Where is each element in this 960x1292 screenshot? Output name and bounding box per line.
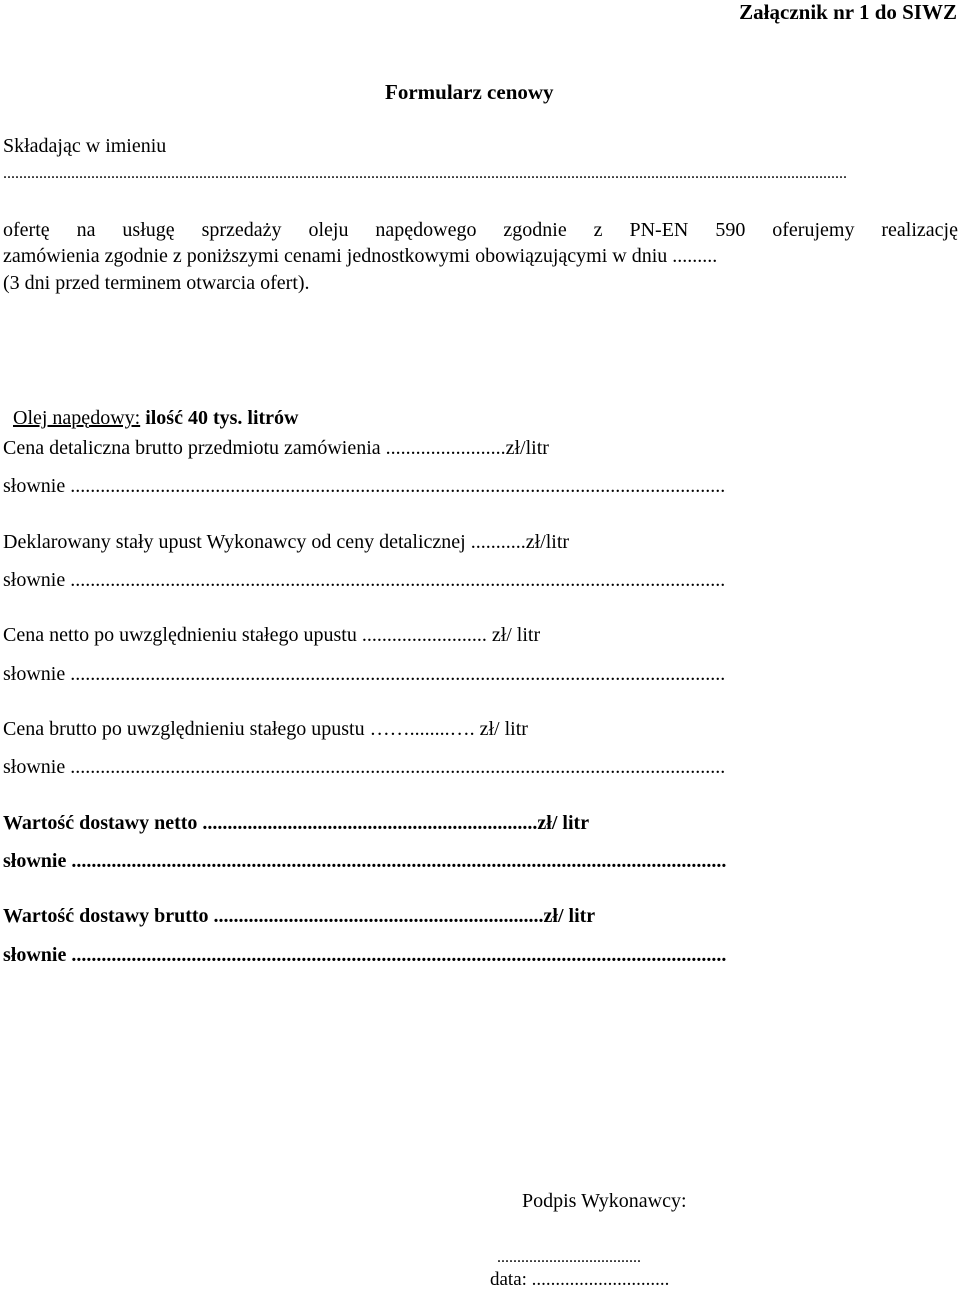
fuel-label: Olej napędowy: — [13, 407, 141, 429]
offer-word: sprzedaży — [201, 219, 282, 241]
submitting-label: Składając w imieniu — [3, 135, 167, 157]
offer-word: realizację — [881, 219, 958, 241]
name-field-dots: ................................................................................................................................................................................................................... — [3, 165, 847, 182]
signature-date: data: ............................. — [490, 1269, 670, 1290]
offer-line-1 — [3, 218, 958, 242]
gross-total-words: słownie ................................................................................................................................... — [3, 944, 727, 966]
gross-total-label: Wartość dostawy brutto ..................................................................zł/ litr — [3, 905, 596, 927]
retail-price-words: słownie ................................................................................................................................... — [3, 475, 726, 497]
discount-words: słownie ................................................................................................................................... — [3, 569, 726, 591]
net-total-label: Wartość dostawy netto ...................................................................zł/ litr — [3, 812, 590, 834]
net-price-label: Cena netto po uwzględnieniu stałego upustu ......................... zł/ litr — [3, 624, 541, 646]
gross-price-words: słownie ................................................................................................................................... — [3, 756, 726, 778]
gross-price-label: Cena brutto po uwzględnieniu stałego upustu ……........…. zł/ litr — [3, 718, 528, 740]
offer-line-3: (3 dni przed terminem otwarcia ofert). — [3, 272, 310, 294]
net-price-words: słownie ................................................................................................................................... — [3, 663, 726, 685]
page-title: Formularz cenowy — [385, 80, 554, 104]
offer-word: na — [76, 219, 96, 241]
retail-price-label: Cena detaliczna brutto przedmiotu zamówienia ........................zł/litr — [3, 437, 549, 459]
fuel-heading — [3, 382, 299, 430]
signature-label: Podpis Wykonawcy: — [522, 1190, 687, 1212]
offer-word: oleju — [308, 219, 349, 241]
offer-word: usługę — [122, 219, 175, 241]
offer-word: z — [593, 219, 603, 241]
offer-word: oferujemy — [772, 219, 855, 241]
fuel-quantity: ilość 40 tys. litrów — [145, 407, 299, 429]
offer-word: napędowego — [375, 219, 477, 241]
signature-line: .................................... — [497, 1249, 641, 1266]
offer-word: ofertę — [3, 219, 50, 241]
net-total-words: słownie ................................................................................................................................... — [3, 850, 727, 872]
discount-label: Deklarowany stały upust Wykonawcy od ceny detalicznej ...........zł/litr — [3, 531, 570, 553]
offer-word: PN-EN — [629, 219, 689, 241]
attachment-label: Załącznik nr 1 do SIWZ — [739, 0, 957, 24]
offer-word: zgodnie — [503, 219, 567, 241]
offer-word: 590 — [715, 219, 746, 241]
offer-line-2: zamówienia zgodnie z poniższymi cenami jednostkowymi obowiązującymi w dniu ......... — [3, 245, 718, 267]
